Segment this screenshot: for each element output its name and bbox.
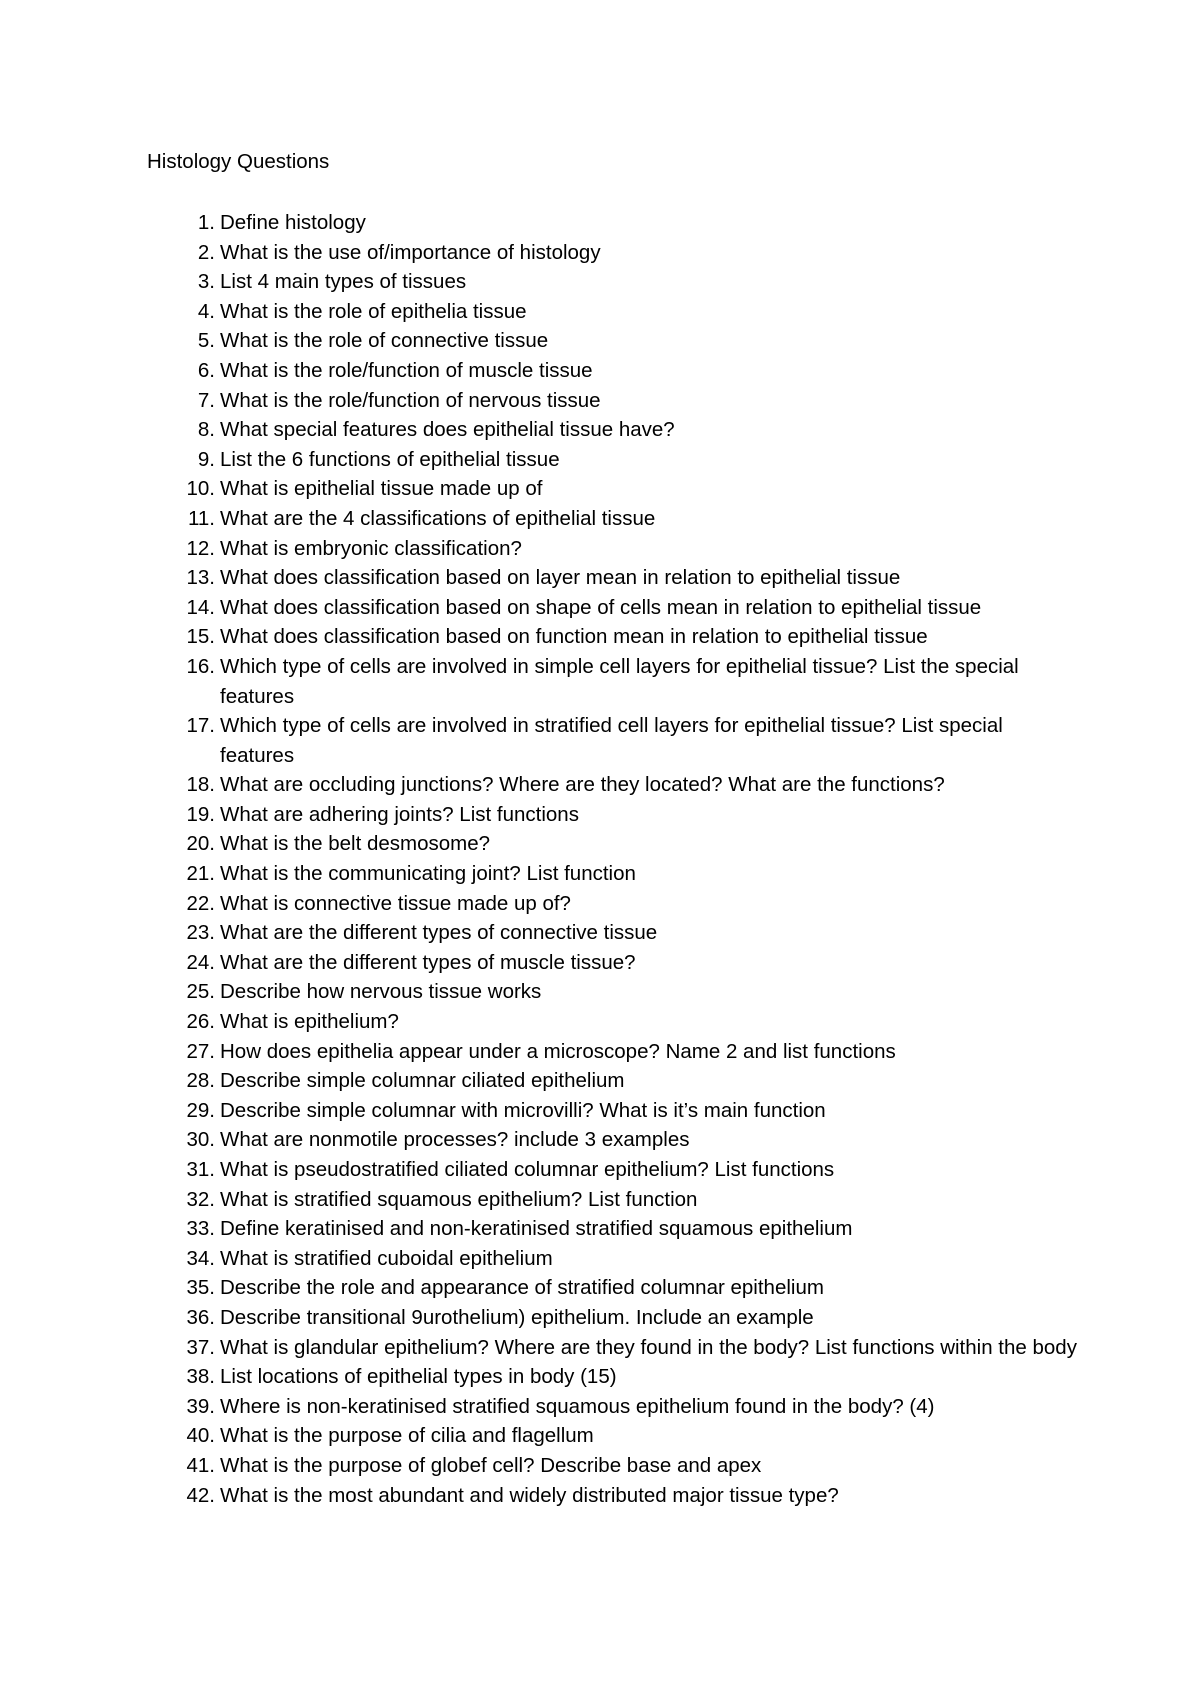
question-item — [0, 889, 1200, 919]
question-number: 24. — [186, 950, 215, 974]
question-number: 19. — [186, 802, 215, 826]
question-item — [0, 563, 1200, 593]
question-item — [0, 593, 1200, 623]
question-item — [0, 415, 1200, 445]
question-text: List 4 main types of tissues — [220, 270, 467, 294]
question-text: What does classification based on shape of cells mean in relation to epithelial tissue — [220, 595, 982, 619]
question-number: 20. — [186, 832, 215, 856]
question-text: Describe how nervous tissue works — [220, 980, 542, 1004]
question-number: 21. — [186, 862, 215, 886]
question-number: 31. — [186, 1158, 215, 1181]
question-text: What is the role/function of nervous tissue — [220, 388, 601, 412]
question-text: What does classification based on layer mean in relation to epithelial tissue — [220, 566, 901, 590]
question-text: What does classification based on function mean in relation to epithelial tissue — [220, 625, 928, 649]
question-item — [0, 1214, 1200, 1244]
question-item — [0, 1333, 1200, 1363]
question-text: What is pseudostratified ciliated columnar epithelium? List functions — [220, 1158, 835, 1181]
question-number: 23. — [186, 921, 215, 945]
question-text: What is the purpose of cilia and flagellum — [220, 1424, 594, 1448]
question-text: Define histology — [220, 211, 366, 234]
question-item — [0, 1451, 1200, 1481]
question-item — [0, 1125, 1200, 1155]
question-text: What is the purpose of globef cell? Describe base and apex — [220, 1453, 762, 1477]
question-text: Describe the role and appearance of stratified columnar epithelium — [220, 1276, 824, 1300]
question-number: 25. — [186, 980, 215, 1004]
question-number: 6. — [197, 358, 215, 382]
question-number: 1. — [197, 211, 215, 234]
question-text: What is stratified squamous epithelium? List function — [220, 1187, 698, 1211]
question-number: 36. — [186, 1305, 215, 1329]
question-item — [0, 445, 1200, 475]
question-item — [0, 711, 1200, 770]
question-text: What is glandular epithelium? Where are they found in the body? List functions within the body — [220, 1335, 1077, 1359]
question-item — [0, 1303, 1200, 1333]
question-text: List the 6 functions of epithelial tissue — [220, 447, 560, 471]
question-text: What is the role/function of muscle tissue — [220, 358, 593, 382]
question-item — [0, 1244, 1200, 1274]
question-item — [0, 1007, 1200, 1037]
question-item — [0, 859, 1200, 889]
question-number: 8. — [197, 418, 215, 442]
question-item — [0, 800, 1200, 830]
question-number: 10. — [186, 477, 215, 501]
question-text: What is connective tissue made up of? — [220, 891, 571, 915]
question-number: 40. — [186, 1424, 215, 1448]
question-number: 12. — [186, 536, 215, 560]
question-text: Define keratinised and non-keratinised stratified squamous epithelium — [220, 1217, 853, 1241]
question-number: 13. — [186, 566, 215, 590]
question-text: Which type of cells are involved in stratified cell layers for epithelial tissue? List special features — [220, 714, 1003, 767]
question-item — [0, 386, 1200, 416]
question-number: 34. — [186, 1246, 215, 1270]
question-number: 37. — [186, 1335, 215, 1359]
question-text: Where is non-keratinised stratified squamous epithelium found in the body? (4) — [220, 1394, 935, 1418]
question-number: 29. — [186, 1098, 215, 1122]
question-text: What is epithelial tissue made up of — [220, 477, 543, 501]
question-text: What are the different types of muscle tissue? — [220, 950, 636, 974]
question-number: 30. — [186, 1128, 215, 1152]
question-text: What are nonmotile processes? include 3 examples — [220, 1128, 690, 1152]
question-item — [0, 918, 1200, 948]
question-text: What are adhering joints? List functions — [220, 802, 579, 826]
question-text: List locations of epithelial types in body (15) — [220, 1365, 617, 1389]
question-item — [0, 1392, 1200, 1422]
question-text: What is the belt desmosome? — [220, 832, 491, 856]
question-item — [0, 1066, 1200, 1096]
question-item — [0, 1096, 1200, 1126]
question-number: 15. — [186, 625, 215, 649]
question-text: What are the 4 classifications of epithelial tissue — [220, 506, 656, 530]
question-number: 7. — [197, 388, 215, 412]
question-number: 33. — [186, 1217, 215, 1241]
question-number: 9. — [197, 447, 215, 471]
question-number: 22. — [186, 891, 215, 915]
question-item — [0, 267, 1200, 297]
question-item — [0, 652, 1200, 711]
question-number: 16. — [186, 654, 215, 678]
question-number: 4. — [197, 299, 215, 323]
question-item — [0, 208, 1200, 238]
question-text: What special features does epithelial tissue have? — [220, 418, 675, 442]
question-number: 35. — [186, 1276, 215, 1300]
question-item — [0, 504, 1200, 534]
question-text: What is the communicating joint? List function — [220, 862, 636, 886]
question-number: 2. — [197, 240, 215, 264]
question-text: What is the role of connective tissue — [220, 329, 549, 353]
question-item — [0, 1362, 1200, 1392]
question-number: 32. — [186, 1187, 215, 1211]
question-text: What is the most abundant and widely distributed major tissue type? — [220, 1483, 839, 1507]
question-text: What are occluding junctions? Where are they located? What are the functions? — [220, 773, 945, 797]
question-number: 41. — [186, 1453, 215, 1477]
question-item — [0, 1273, 1200, 1303]
question-number: 14. — [186, 595, 215, 619]
question-number: 3. — [197, 270, 215, 294]
question-text: Describe simple columnar ciliated epithelium — [220, 1069, 625, 1093]
question-number: 18. — [186, 773, 215, 797]
question-text: What is embryonic classification? — [220, 536, 522, 560]
question-number: 26. — [186, 1010, 215, 1034]
question-item — [0, 1155, 1200, 1185]
question-item — [0, 948, 1200, 978]
question-number: 5. — [197, 329, 215, 353]
question-text: What is epithelium? — [220, 1010, 399, 1034]
question-item — [0, 534, 1200, 564]
question-item — [0, 238, 1200, 268]
question-item — [0, 622, 1200, 652]
question-item — [0, 1037, 1200, 1067]
question-item — [0, 1185, 1200, 1215]
question-number: 11. — [188, 506, 215, 530]
question-item — [0, 356, 1200, 386]
question-item — [0, 829, 1200, 859]
question-text: How does epithelia appear under a microscope? Name 2 and list functions — [220, 1039, 896, 1063]
question-text: What is stratified cuboidal epithelium — [220, 1246, 553, 1270]
question-item — [0, 474, 1200, 504]
document-title: Histology Questions — [147, 150, 330, 173]
question-number: 27. — [186, 1039, 215, 1063]
question-number: 28. — [186, 1069, 215, 1093]
question-item — [0, 1421, 1200, 1451]
question-number: 17. — [186, 714, 215, 738]
question-number: 42. — [186, 1483, 215, 1507]
question-text: Which type of cells are involved in simple cell layers for epithelial tissue? List the special features — [220, 654, 1019, 708]
question-item — [0, 326, 1200, 356]
question-text: What is the use of/importance of histology — [220, 240, 601, 264]
question-item — [0, 297, 1200, 327]
question-number: 39. — [186, 1394, 215, 1418]
question-list — [0, 208, 1200, 1510]
question-item — [0, 1481, 1200, 1511]
question-text: Describe simple columnar with microvilli? What is it’s main function — [220, 1098, 826, 1122]
question-text: What are the different types of connective tissue — [220, 921, 658, 945]
question-text: What is the role of epithelia tissue — [220, 299, 527, 323]
question-item — [0, 977, 1200, 1007]
question-item — [0, 770, 1200, 800]
question-text: Describe transitional 9urothelium) epithelium. Include an example — [220, 1305, 814, 1329]
question-number: 38. — [186, 1365, 215, 1389]
